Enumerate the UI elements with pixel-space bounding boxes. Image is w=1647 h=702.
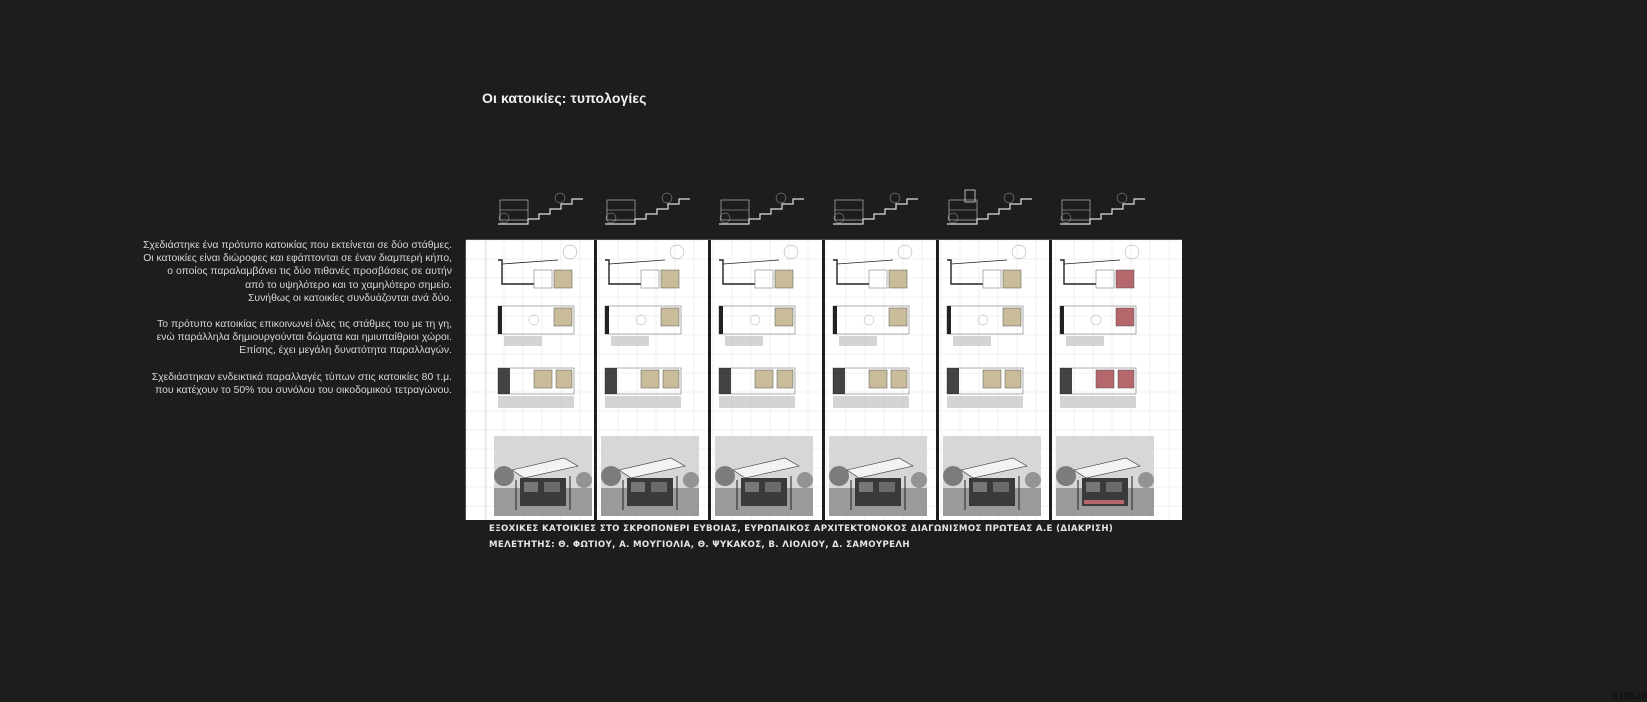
accent-room bbox=[1116, 270, 1134, 288]
terrace-fill bbox=[725, 336, 763, 346]
typology-column bbox=[601, 245, 699, 516]
render-accent bbox=[1084, 500, 1124, 504]
tree-icon bbox=[563, 245, 577, 259]
section-drawing bbox=[947, 190, 1032, 224]
intro-paragraph-3 bbox=[108, 371, 452, 397]
tree-icon bbox=[776, 193, 786, 203]
wall bbox=[719, 306, 723, 334]
wall bbox=[605, 306, 609, 334]
accent-room bbox=[983, 370, 1001, 388]
intro-paragraph-1 bbox=[108, 239, 452, 305]
render-window bbox=[745, 482, 759, 492]
accent-room bbox=[534, 370, 552, 388]
render-tree bbox=[576, 472, 592, 488]
accent-room bbox=[1005, 370, 1021, 388]
typology-column bbox=[1056, 245, 1154, 516]
tree-icon bbox=[1117, 193, 1127, 203]
render-window bbox=[631, 482, 645, 492]
render-window bbox=[879, 482, 895, 492]
render-tree bbox=[943, 466, 963, 486]
column-divider bbox=[1049, 240, 1052, 520]
intro-line: Το πρότυπο κατοικίας επικοινωνεί όλες τις στάθμες του με τη γη, bbox=[157, 319, 452, 331]
tree-icon bbox=[670, 245, 684, 259]
garden-fill bbox=[498, 396, 574, 408]
section-drawing bbox=[605, 193, 690, 224]
column-divider bbox=[936, 240, 939, 520]
terrace-fill bbox=[504, 336, 542, 346]
roof-slope bbox=[1064, 260, 1120, 264]
roof-room bbox=[1096, 270, 1114, 288]
wall bbox=[833, 368, 845, 394]
intro-line: Σχεδιάστηκε ένα πρότυπο κατοικίας που εκτείνεται σε δύο στάθμες. bbox=[142, 240, 452, 251]
render-window bbox=[651, 482, 667, 492]
accent-room bbox=[1096, 370, 1114, 388]
accent-room bbox=[777, 370, 793, 388]
accent-room bbox=[755, 370, 773, 388]
tree-icon bbox=[948, 213, 958, 223]
section-drawing bbox=[1060, 193, 1145, 224]
project-caption bbox=[489, 522, 1114, 553]
plan-drawings bbox=[466, 240, 1182, 520]
terrace-fill bbox=[1066, 336, 1104, 346]
render-window bbox=[859, 482, 873, 492]
roof-room bbox=[534, 270, 552, 288]
accent-room bbox=[775, 308, 793, 326]
roof-slope bbox=[502, 260, 558, 264]
wall bbox=[947, 306, 951, 334]
render-window bbox=[993, 482, 1009, 492]
section-drawings bbox=[466, 186, 1182, 238]
wall bbox=[1060, 306, 1064, 334]
terrace-fill bbox=[839, 336, 877, 346]
tree-icon bbox=[1012, 245, 1026, 259]
render-window bbox=[973, 482, 987, 492]
caption-line-1: ΕΞΟΧΙΚΕΣ ΚΑΤΟΙΚΙΕΣ ΣΤΟ ΣΚΡΟΠΟΝΕΡΙ ΕΥΒΟΙΑΣ, ΕΥΡΩΠΑΙΚΟΣ ΑΡΧΙΤΕΚΤΟΝΟΚΟΣ ΔΙΑΓΩΝΙΣΜΟΣ ΠΡΩΤΕΑΣ Α.Ε (ΔΙΑΚΡΙΣΗ) bbox=[489, 524, 1114, 534]
accent-room bbox=[554, 270, 572, 288]
accent-room bbox=[661, 308, 679, 326]
column-divider bbox=[708, 240, 711, 520]
wall bbox=[498, 368, 510, 394]
tree-icon bbox=[834, 213, 844, 223]
render-tree bbox=[683, 472, 699, 488]
typology-column bbox=[494, 245, 592, 516]
intro-line: Οι κατοικίες είναι διώροφες και εφάπτονται σε έναν διαμπερή κήπο, bbox=[143, 253, 452, 265]
tree-icon bbox=[499, 213, 509, 223]
wall bbox=[605, 368, 617, 394]
accent-room bbox=[641, 370, 659, 388]
tree-icon bbox=[890, 193, 900, 203]
intro-line: Συνήθως οι κατοικίες συνδυάζονται ανά δύο. bbox=[247, 292, 452, 304]
render-window bbox=[1106, 482, 1122, 492]
wall bbox=[719, 368, 731, 394]
tree-icon bbox=[606, 213, 616, 223]
furniture bbox=[750, 315, 760, 325]
accent-room bbox=[554, 308, 572, 326]
render-tree bbox=[715, 466, 735, 486]
terrace-fill bbox=[953, 336, 991, 346]
plans-board bbox=[466, 240, 1182, 520]
garden-fill bbox=[1060, 396, 1136, 408]
typology-column bbox=[829, 245, 927, 516]
column-divider bbox=[822, 240, 825, 520]
render-tree bbox=[1056, 466, 1076, 486]
render-tree bbox=[1138, 472, 1154, 488]
roof-room bbox=[869, 270, 887, 288]
wall bbox=[947, 368, 959, 394]
render-window bbox=[544, 482, 560, 492]
garden-fill bbox=[605, 396, 681, 408]
caption-line-2: ΜΕΛΕΤΗΤΗΣ: Θ. ΦΩΤΙΟΥ, Α. ΜΟΥΓΙΟΛΙΑ, Θ. ΨΥΚΑΚΟΣ, Β. ΛΙΟΛΙΟΥ, Δ. ΣΑΜΟΥΡΕΛΗ bbox=[489, 539, 910, 550]
wall bbox=[833, 306, 837, 334]
tree-icon bbox=[720, 213, 730, 223]
furniture bbox=[1091, 315, 1101, 325]
render-tree bbox=[829, 466, 849, 486]
tree-icon bbox=[898, 245, 912, 259]
accent-room bbox=[1003, 308, 1021, 326]
roof-room bbox=[983, 270, 1001, 288]
accent-room bbox=[1116, 308, 1134, 326]
render-window bbox=[524, 482, 538, 492]
render-tree bbox=[494, 466, 514, 486]
accent-room bbox=[775, 270, 793, 288]
render-window bbox=[765, 482, 781, 492]
intro-line: από το υψηλότερο και το χαμηλότερο σημείο. bbox=[245, 279, 452, 291]
accent-room bbox=[1003, 270, 1021, 288]
accent-room bbox=[1118, 370, 1134, 388]
furniture bbox=[864, 315, 874, 325]
intro-paragraph-2 bbox=[108, 318, 452, 358]
section-drawing bbox=[719, 193, 804, 224]
intro-line: ενώ παράλληλα δημιουργούνται δώματα και ημιυπαίθριοι χώροι. bbox=[156, 332, 452, 344]
accent-room bbox=[556, 370, 572, 388]
tree-icon bbox=[1004, 193, 1014, 203]
tree-icon bbox=[662, 193, 672, 203]
wall bbox=[1060, 368, 1072, 394]
tree-icon bbox=[555, 193, 565, 203]
roof-room bbox=[755, 270, 773, 288]
furniture bbox=[529, 315, 539, 325]
sections-strip bbox=[466, 186, 1182, 238]
garden-fill bbox=[719, 396, 795, 408]
typology-column bbox=[715, 245, 813, 516]
accent-room bbox=[661, 270, 679, 288]
sheet-code: 910529 bbox=[1612, 690, 1647, 702]
typology-column bbox=[943, 245, 1041, 516]
accent-room bbox=[891, 370, 907, 388]
accent-room bbox=[869, 370, 887, 388]
accent-room bbox=[889, 270, 907, 288]
terrace-fill bbox=[611, 336, 649, 346]
intro-line: ο οποίος παραλαμβάνει τις δύο πιθανές προσβάσεις σε αυτήν bbox=[167, 266, 452, 278]
furniture bbox=[636, 315, 646, 325]
accent-room bbox=[889, 308, 907, 326]
garden-fill bbox=[947, 396, 1023, 408]
render-window bbox=[1086, 482, 1100, 492]
render-tree bbox=[911, 472, 927, 488]
render-tree bbox=[1025, 472, 1041, 488]
garden-fill bbox=[833, 396, 909, 408]
intro-text bbox=[108, 239, 452, 410]
render-tree bbox=[797, 472, 813, 488]
accent-room bbox=[663, 370, 679, 388]
section-drawing bbox=[498, 193, 583, 224]
section-drawing bbox=[833, 193, 918, 224]
intro-line: που κατέχουν το 50% του συνόλου του οικοδομικού τετραγώνου. bbox=[155, 384, 452, 396]
furniture bbox=[978, 315, 988, 325]
render-tree bbox=[601, 466, 621, 486]
tree-icon bbox=[784, 245, 798, 259]
roof-room bbox=[641, 270, 659, 288]
tree-icon bbox=[1125, 245, 1139, 259]
intro-line: Επίσης, έχει μεγάλη δυνατότητα παραλλαγών. bbox=[239, 345, 452, 357]
intro-line: Σχεδιάστηκαν ενδεικτικά παραλλαγές τύπων στις κατοικίες 80 τ.μ. bbox=[151, 371, 452, 383]
column-divider bbox=[594, 240, 597, 520]
wall bbox=[498, 306, 502, 334]
tree-icon bbox=[1061, 213, 1071, 223]
page-title: Οι κατοικίες: τυπολογίες bbox=[482, 90, 647, 106]
